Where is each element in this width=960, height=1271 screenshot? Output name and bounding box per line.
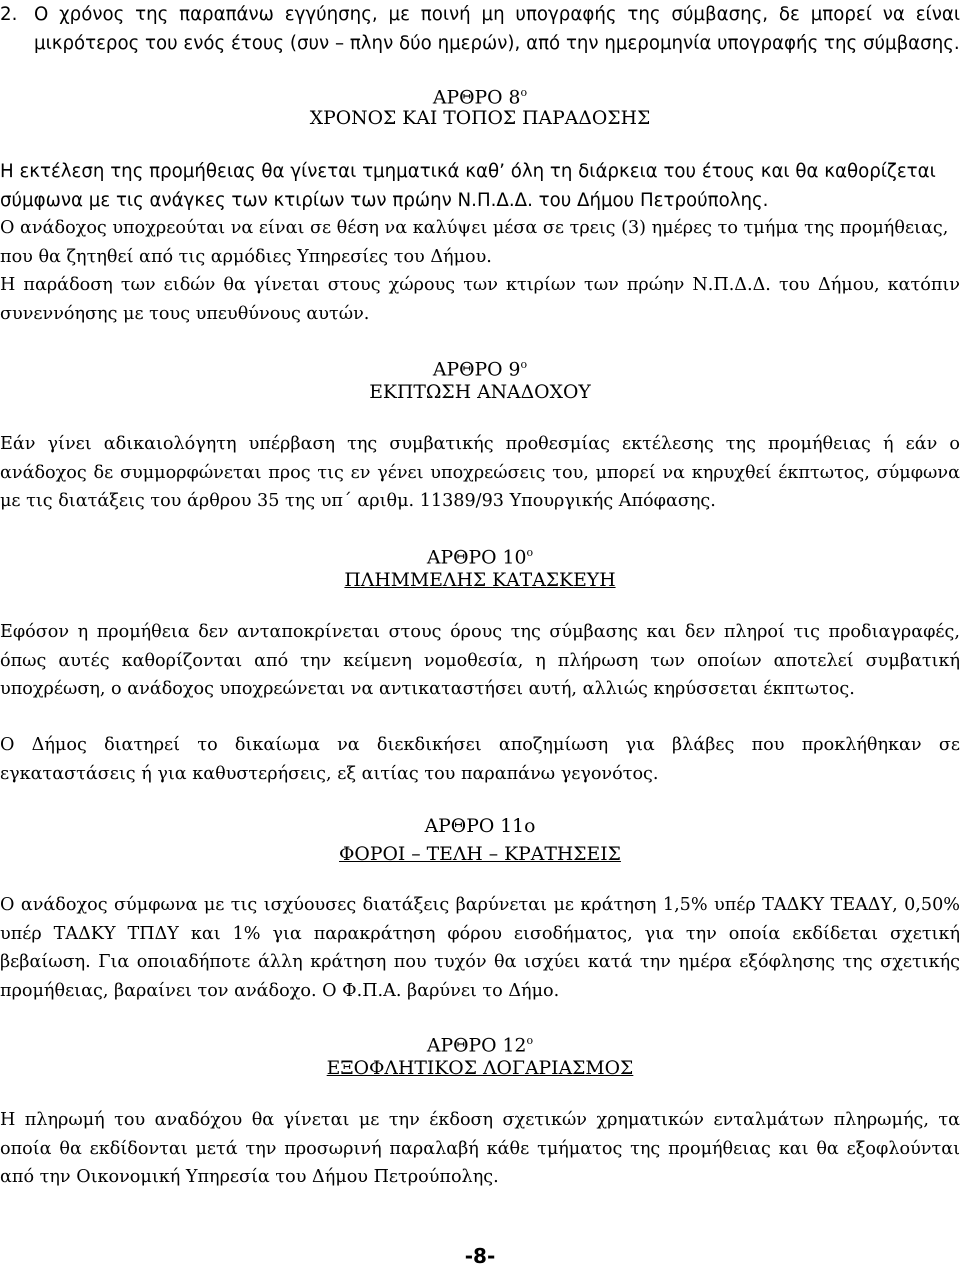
article10-paragraph-2: Ο Δήμος διατηρεί το δικαίωμα να διεκδικήσει αποζημίωση για βλάβες που προκλήθηκαν σε εγκαταστάσεις ή για καθυστερήσεις, εξ αιτίας του παραπάνω γεγονότος.	[0, 735, 960, 784]
article8-paragraph-1: Η εκτέλεση της προμήθειας θα γίνεται τμηματικά καθ’ όλη τη διάρκεια του έτους και θα καθορίζεται σύμφωνα με τις ανάγκες των κτιρίων των πρώην Ν.Π.Δ.Δ. του Δήμου Πετρούπολης.	[0, 161, 936, 211]
intro-text: Ο χρόνος της παραπάνω εγγύησης, με ποινή μη υπογραφής της σύμβασης, δε μπορεί να είναι μικρότερος του ενός έτους (συν – πλην δύο ημερών), από την ημερομηνία υπογραφής της σύμβασης.	[34, 4, 960, 54]
article9-paragraph-1: Εάν γίνει αδικαιολόγητη υπέρβαση της συμβατικής προθεσμίας εκτέλεσης της προμήθειας ή εάν ο ανάδοχος δε συμμορφώνεται προς τις εν γένει υποχρεώσεις του, μπορεί να κηρυχθεί έκπτωτος, σύμφωνα με τις διατάξεις του άρθρου 35 της υπ΄ αριθμ. 11389/93 Υπουργικής Απόφασης.	[0, 434, 960, 511]
article10-subtitle: ΠΛΗΜΜΕΛΗΣ ΚΑΤΑΣΚΕΥΗ	[344, 570, 616, 591]
page-number: -8-	[464, 1244, 496, 1268]
article8-subtitle: ΧΡΟΝΟΣ ΚΑΙ ΤΟΠΟΣ ΠΑΡΑΔΟΣΗΣ	[309, 108, 651, 129]
article9-title: ΑΡΘΡΟ $9^o$	[432, 358, 528, 381]
intro-number: 2.	[0, 4, 18, 25]
article8-paragraph-2: Ο ανάδοχος υποχρεούται να είναι σε θέση να καλύψει μέσα σε τρεις (3) ημέρες το τμήμα της προμήθειας, που θα ζητηθεί από τις αρμόδιες Υπηρεσίες του Δήμου.	[0, 218, 949, 267]
article11-subtitle: ΦΟΡΟΙ – ΤΕΛΗ – ΚΡΑΤΗΣΕΙΣ	[339, 844, 621, 865]
article10-title: ΑΡΘΡΟ $10^o$	[426, 546, 534, 569]
article11-paragraph-1: Ο ανάδοχος σύμφωνα με τις ισχύουσες διατάξεις βαρύνεται με κράτηση 1,5% υπέρ ΤΑΔΚΥ ΤΕΑΔΥ, 0,50% υπέρ ΤΑΔΚΥ ΤΠΔΥ και 1% για παρακράτηση φόρου εισοδήματος, για την οποία εκδίδεται σχετική βεβαίωση. Για οποιαδήποτε άλλη κράτηση που τυχόν θα ισχύει κατά την ημέρα εξόφλησης της σχετικής προμήθειας, βαραίνει τον ανάδοχο. Ο Φ.Π.Α. βαρύνει το Δήμο.	[0, 895, 960, 1001]
article12-title: ΑΡΘΡΟ $12^o$	[426, 1034, 534, 1057]
article11-title: ΑΡΘΡΟ 11ο	[424, 816, 536, 837]
article12-paragraph-1: Η πληρωμή του αναδόχου θα γίνεται με την έκδοση σχετικών χρηματικών ενταλμάτων πληρωμής, τα οποία θα εκδίδονται μετά την προσωρινή παραλαβή κάθε τμήματος της προμήθειας και θα εξοφλούνται από την Οικονομική Υπηρεσία του Δήμου Πετρούπολης.	[0, 1110, 960, 1187]
article8-title: ΑΡΘΡΟ $8^o$	[432, 86, 528, 109]
article9-subtitle: ΕΚΠΤΩΣΗ ΑΝΑΔΟΧΟΥ	[369, 382, 591, 403]
article10-paragraph-1: Εφόσον η προμήθεια δεν ανταποκρίνεται στους όρους της σύμβασης και δεν πληροί τις προδιαγραφές, όπως αυτές καθορίζονται από την κείμενη νομοθεσία, η πλήρωση των οποίων αποτελεί συμβατική υποχρέωση, ο ανάδοχος υποχρεώνεται να αντικαταστήσει αυτή, αλλιώς κηρύσσεται έκπτωτος.	[0, 622, 960, 699]
article8-paragraph-3: Η παράδοση των ειδών θα γίνεται στους χώρους των κτιρίων των πρώην Ν.Π.Δ.Δ. του Δήμου, κατόπιν συνεννόησης με τους υπευθύνους αυτών.	[0, 275, 960, 324]
article12-subtitle: ΕΞΟΦΛΗΤΙΚΟΣ ΛΟΓΑΡΙΑΣΜΟΣ	[326, 1058, 634, 1079]
